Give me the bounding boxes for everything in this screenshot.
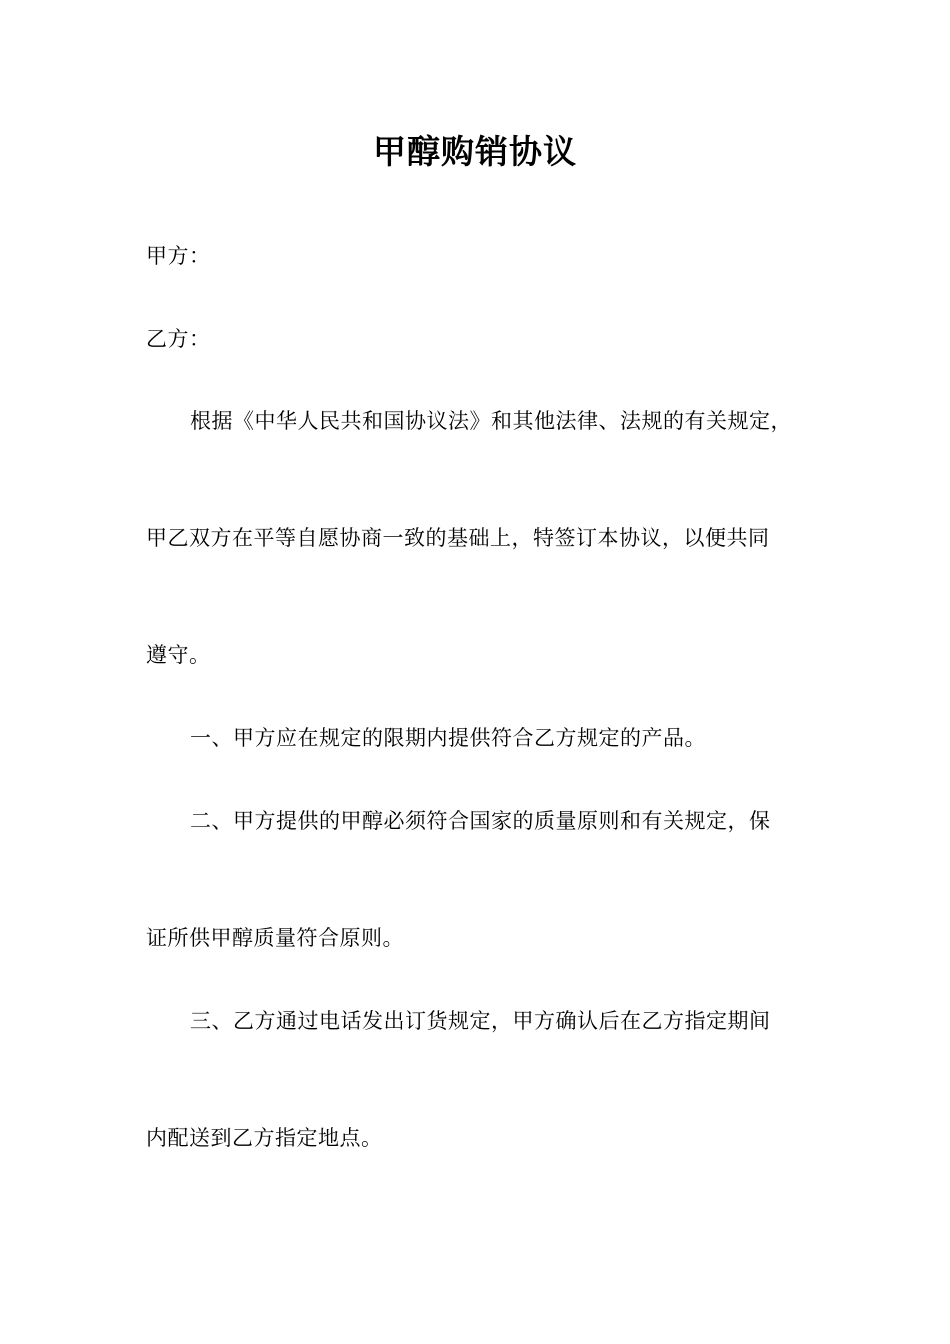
party-b-label: 乙方： — [146, 327, 211, 351]
document-title: 甲醇购销协议 — [373, 132, 577, 171]
preamble-line-3: 遵守。 — [146, 643, 211, 667]
clause-2-line-1: 二、甲方提供的甲醇必须符合国家的质量原则和有关规定，保 — [190, 809, 771, 833]
clause-2-line-2: 证所供甲醇质量符合原则。 — [146, 926, 404, 950]
party-a-label: 甲方： — [146, 244, 211, 268]
clause-3-line-1: 三、乙方通过电话发出订货规定，甲方确认后在乙方指定期间 — [190, 1009, 771, 1033]
preamble-line-1: 根据《中华人民共和国协议法》和其他法律、法规的有关规定， — [190, 409, 792, 433]
clause-3-line-2: 内配送到乙方指定地点。 — [146, 1126, 383, 1150]
preamble-line-2: 甲乙双方在平等自愿协商一致的基础上，特签订本协议，以便共同 — [146, 526, 770, 550]
clause-1-line-1: 一、甲方应在规定的限期内提供符合乙方规定的产品。 — [190, 726, 706, 750]
